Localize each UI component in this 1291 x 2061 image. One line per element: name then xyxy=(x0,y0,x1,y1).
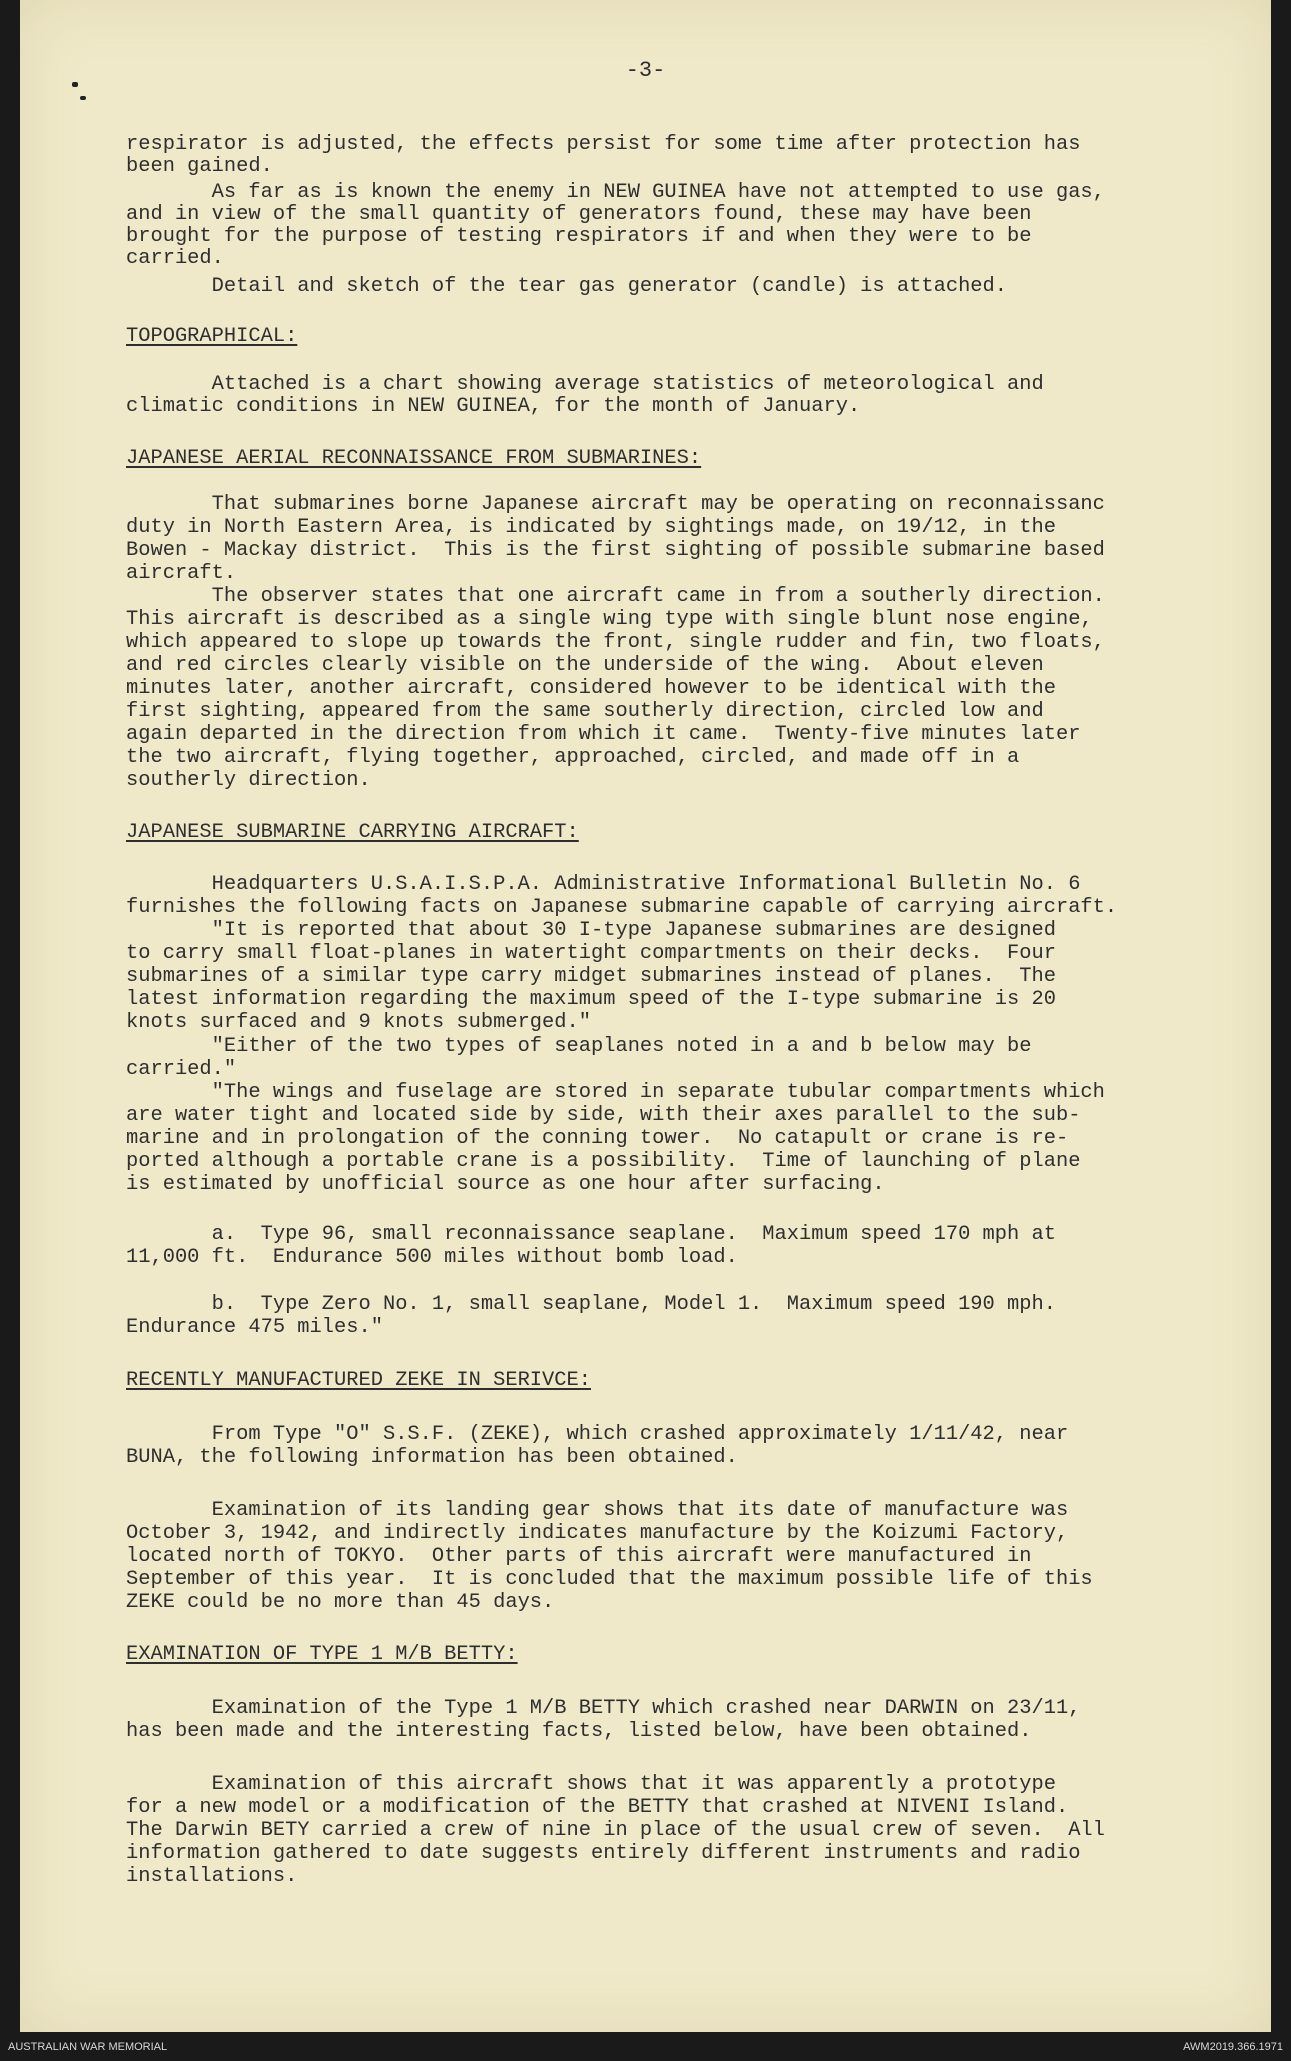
body-text-line: Detail and sketch of the tear gas generator (candle) is attached. xyxy=(126,275,1008,298)
body-text-line: Bowen - Mackay district. This is the first sighting of possible submarine based xyxy=(126,539,1105,562)
section-heading: RECENTLY MANUFACTURED ZEKE IN SERIVCE: xyxy=(126,1369,591,1392)
footer-accession-number: AWM2019.366.1971 xyxy=(1183,2041,1283,2053)
body-text-line: latest information regarding the maximum speed of the I-type submarine is 20 xyxy=(126,988,1056,1011)
body-text-line: October 3, 1942, and indirectly indicates manufacture by the Koizumi Factory, xyxy=(126,1522,1069,1545)
body-text-line: southerly direction. xyxy=(126,769,371,792)
body-text-line: located north of TOKYO. Other parts of this aircraft were manufactured in xyxy=(126,1545,1032,1568)
body-text-line: duty in North Eastern Area, is indicated by sightings made, on 19/12, in the xyxy=(126,516,1056,539)
body-text-line: Headquarters U.S.A.I.S.P.A. Administrative Informational Bulletin No. 6 xyxy=(126,873,1081,896)
section-heading: JAPANESE SUBMARINE CARRYING AIRCRAFT: xyxy=(126,821,579,844)
body-text-line: "Either of the two types of seaplanes noted in a and b below may be xyxy=(126,1035,1032,1058)
body-text-line: to carry small float-planes in watertight compartments on their decks. Four xyxy=(126,942,1056,965)
body-text-line: submarines of a similar type carry midget submarines instead of planes. The xyxy=(126,965,1056,988)
body-text-line: for a new model or a modification of the BETTY that crashed at NIVENI Island. xyxy=(126,1796,1069,1819)
body-text-line: BUNA, the following information has been obtained. xyxy=(126,1446,738,1469)
body-text-line: ZEKE could be no more than 45 days. xyxy=(126,1591,555,1614)
body-text-line: The observer states that one aircraft came in from a southerly direction. xyxy=(126,585,1105,608)
body-text-line: climatic conditions in NEW GUINEA, for the month of January. xyxy=(126,395,861,418)
section-heading: JAPANESE AERIAL RECONNAISSANCE FROM SUBMARINES: xyxy=(126,447,702,470)
body-text-line: first sighting, appeared from the same southerly direction, circled low and xyxy=(126,700,1044,723)
body-text-line: are water tight and located side by side, with their axes parallel to the sub- xyxy=(126,1104,1081,1127)
body-text-line: carried. xyxy=(126,247,224,270)
body-text-line: furnishes the following facts on Japanese submarine capable of carrying aircraft. xyxy=(126,896,1118,919)
body-text-line: Examination of the Type 1 M/B BETTY which crashed near DARWIN on 23/11, xyxy=(126,1697,1081,1720)
body-text-line: Endurance 475 miles." xyxy=(126,1316,383,1339)
body-text-line: a. Type 96, small reconnaissance seaplane. Maximum speed 170 mph at xyxy=(126,1223,1056,1246)
body-text-line: This aircraft is described as a single wing type with single blunt nose engine, xyxy=(126,608,1093,631)
body-text-line: has been made and the interesting facts, listed below, have been obtained. xyxy=(126,1720,1032,1743)
body-text-line: Examination of its landing gear shows that its date of manufacture was xyxy=(126,1499,1069,1522)
body-text-line: minutes later, another aircraft, considered however to be identical with the xyxy=(126,677,1056,700)
body-text-line: knots surfaced and 9 knots submerged." xyxy=(126,1011,591,1034)
document-page xyxy=(20,0,1271,2032)
body-text-line: September of this year. It is concluded that the maximum possible life of this xyxy=(126,1568,1093,1591)
body-text-line: "It is reported that about 30 I-type Japanese submarines are designed xyxy=(126,919,1056,942)
body-text-line: aircraft. xyxy=(126,562,237,585)
body-text-line: respirator is adjusted, the effects persist for some time after protection has xyxy=(126,133,1081,156)
body-text-line: carried." xyxy=(126,1058,237,1081)
edge-marks xyxy=(72,82,86,102)
page-number: -3- xyxy=(625,58,666,83)
body-text-line: been gained. xyxy=(126,155,273,178)
body-text-line: which appeared to slope up towards the front, single rudder and fin, two floats, xyxy=(126,631,1105,654)
section-heading: TOPOGRAPHICAL: xyxy=(126,325,298,348)
body-text-line: again departed in the direction from which it came. Twenty-five minutes later xyxy=(126,723,1081,746)
footer-bar xyxy=(0,2036,1291,2061)
body-text-line: brought for the purpose of testing respirators if and when they were to be xyxy=(126,225,1032,248)
body-text-line: marine and in prolongation of the conning tower. No catapult or crane is re- xyxy=(126,1127,1069,1150)
body-text-line: the two aircraft, flying together, approached, circled, and made off in a xyxy=(126,746,1020,769)
body-text-line: ported although a portable crane is a possibility. Time of launching of plane xyxy=(126,1150,1081,1173)
body-text-line: That submarines borne Japanese aircraft may be operating on reconnaissanc xyxy=(126,493,1105,516)
body-text-line: "The wings and fuselage are stored in separate tubular compartments which xyxy=(126,1081,1105,1104)
body-text-line: 11,000 ft. Endurance 500 miles without bomb load. xyxy=(126,1246,738,1269)
body-text-line: information gathered to date suggests entirely different instruments and radio xyxy=(126,1842,1081,1865)
body-text-line: b. Type Zero No. 1, small seaplane, Model 1. Maximum speed 190 mph. xyxy=(126,1293,1056,1316)
body-text-line: From Type "O" S.S.F. (ZEKE), which crashed approximately 1/11/42, near xyxy=(126,1423,1069,1446)
body-text-line: As far as is known the enemy in NEW GUINEA have not attempted to use gas, xyxy=(126,181,1105,204)
body-text-line: The Darwin BETY carried a crew of nine in place of the usual crew of seven. All xyxy=(126,1819,1105,1842)
section-heading: EXAMINATION OF TYPE 1 M/B BETTY: xyxy=(126,1643,518,1666)
body-text-line: is estimated by unofficial source as one hour after surfacing. xyxy=(126,1173,885,1196)
footer-source-label: AUSTRALIAN WAR MEMORIAL xyxy=(8,2041,168,2053)
body-text-line: and red circles clearly visible on the underside of the wing. About eleven xyxy=(126,654,1044,677)
body-text-line: Examination of this aircraft shows that it was apparently a prototype xyxy=(126,1773,1056,1796)
body-text-line: and in view of the small quantity of generators found, these may have been xyxy=(126,203,1032,226)
body-text-line: installations. xyxy=(126,1865,298,1888)
body-text-line: Attached is a chart showing average statistics of meteorological and xyxy=(126,373,1044,396)
